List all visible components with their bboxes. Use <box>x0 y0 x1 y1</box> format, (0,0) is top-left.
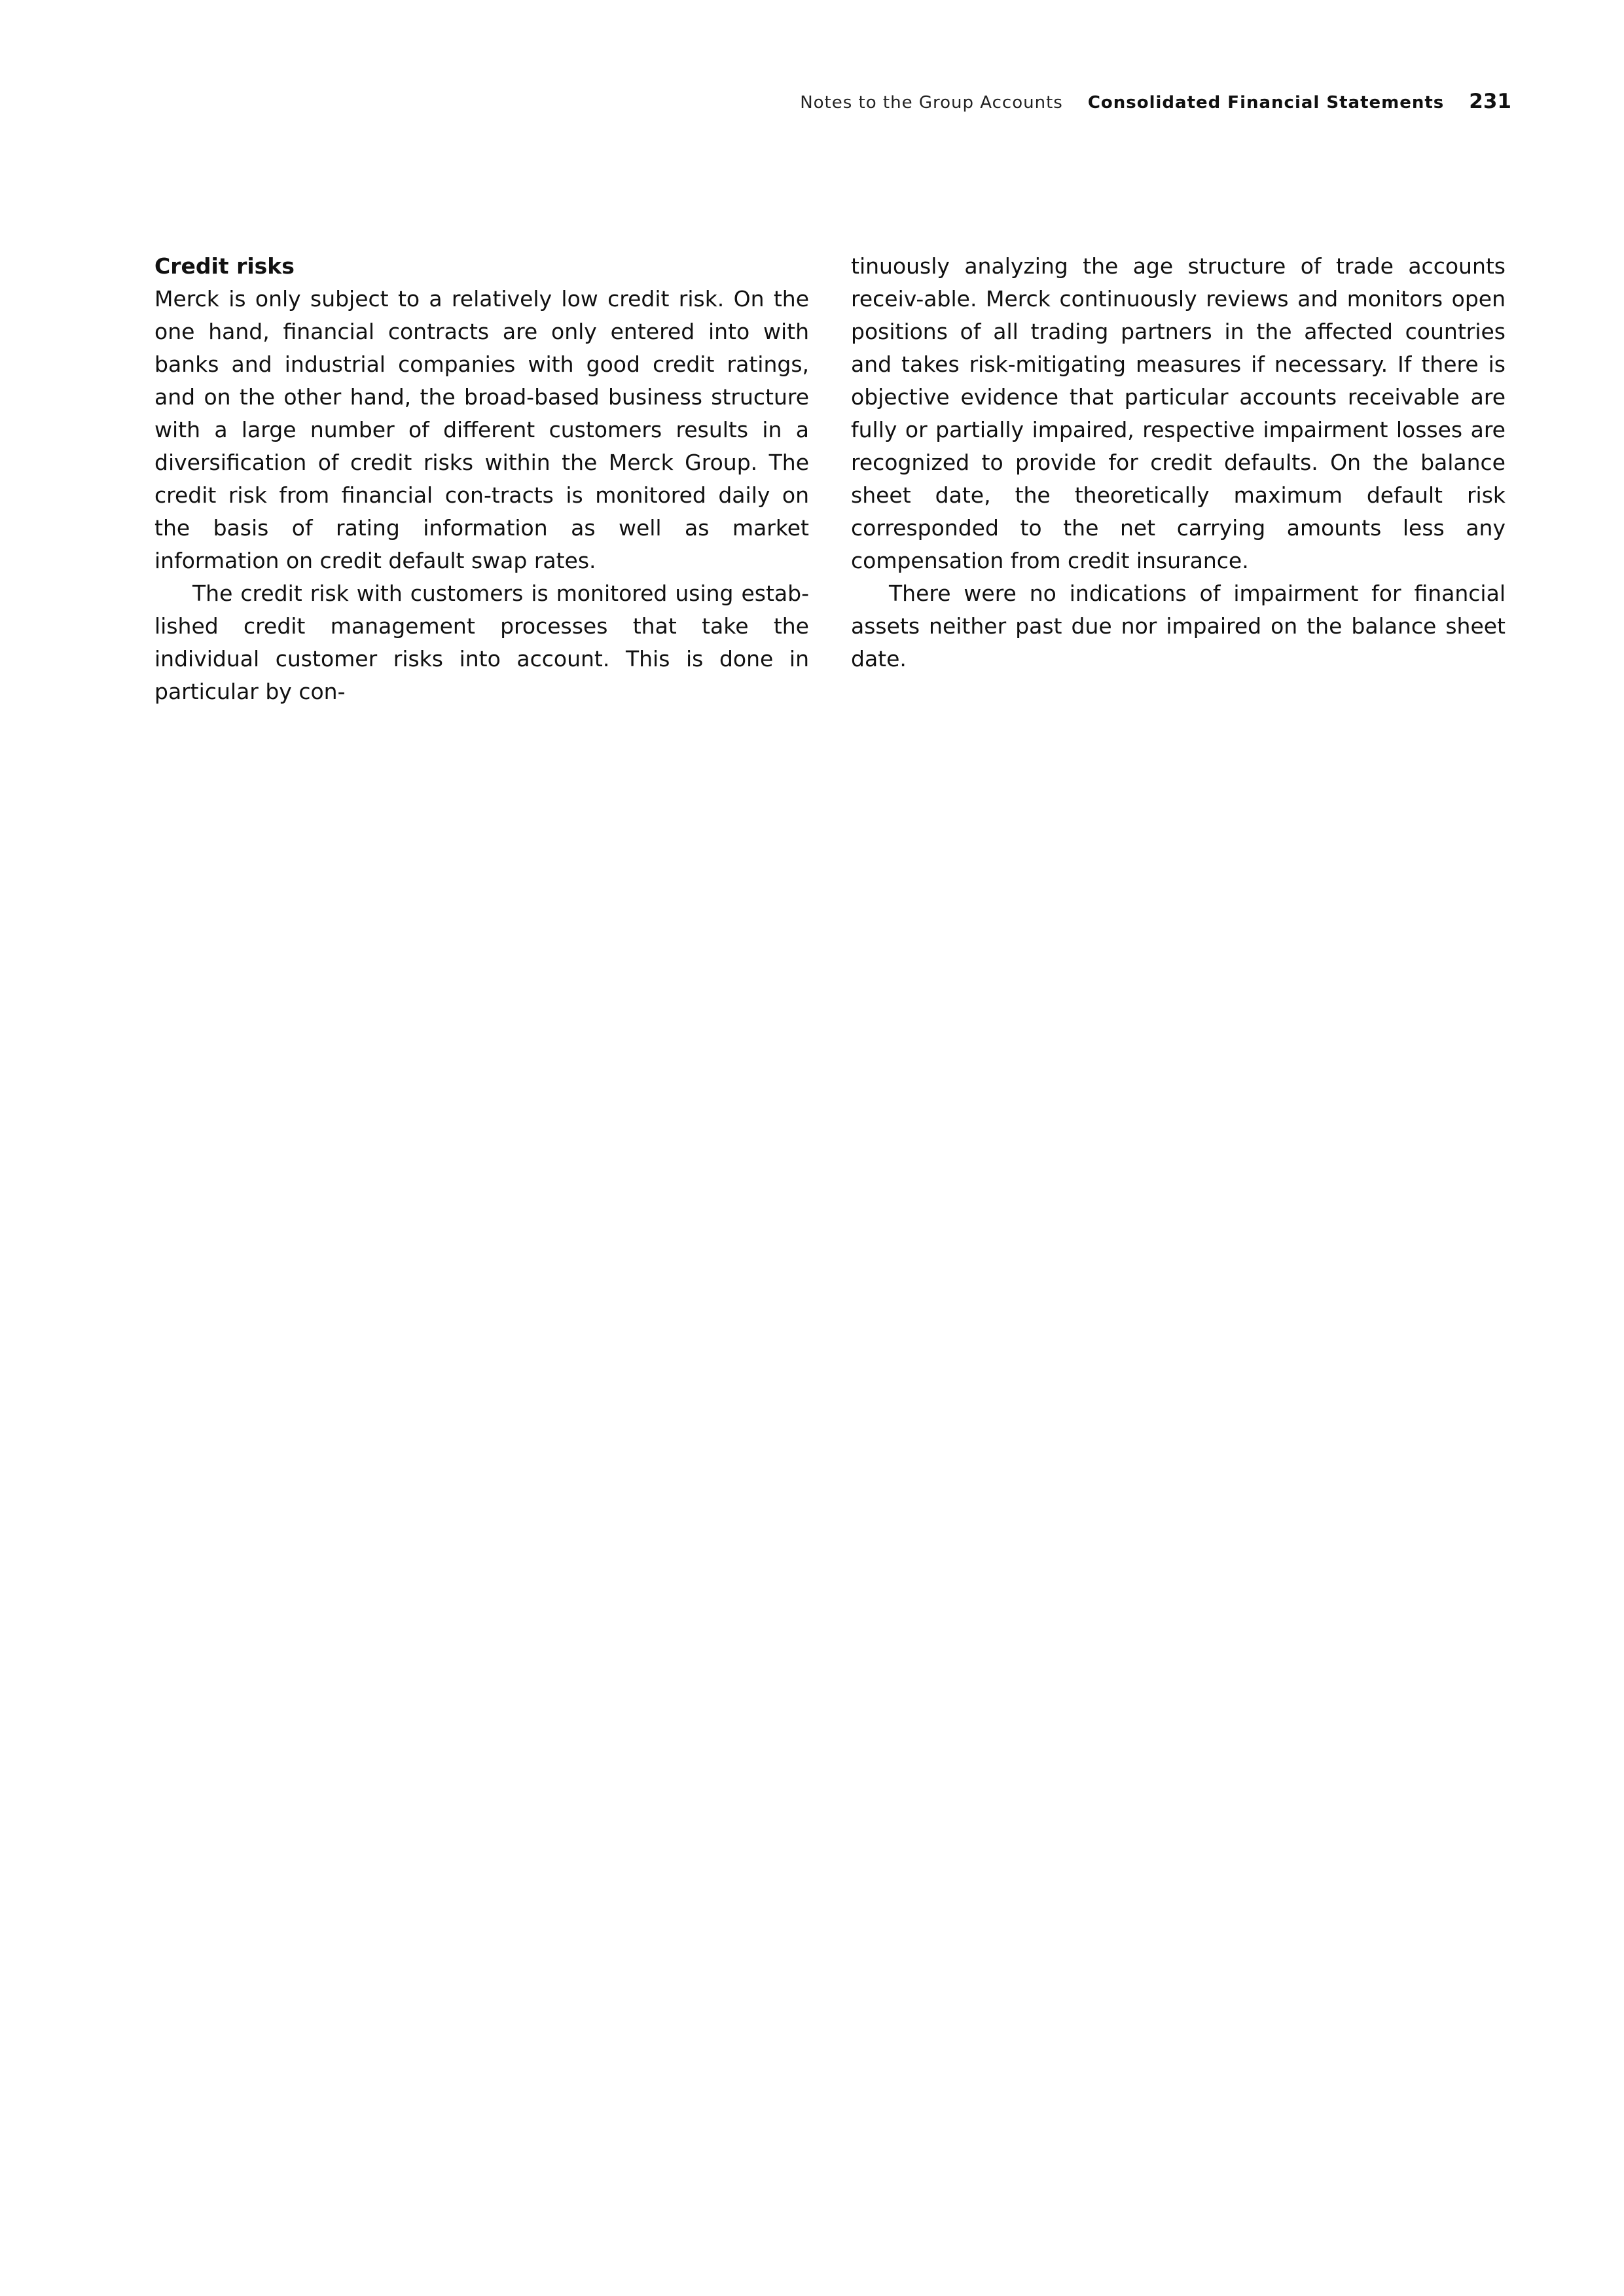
section-heading: Credit risks <box>154 253 295 279</box>
left-paragraph-1: Merck is only subject to a relatively low credit risk. On the one hand, financial contracts are only entered into with banks and industrial companies with good credit ratings, and on the other hand, the broad-based business structure with a large number of different customers results in a diversification of credit risks within the Merck Group. The credit risk from financial con-tracts is monitored daily on the basis of rating information as well as market information on credit default swap rates. <box>154 286 809 573</box>
left-column <box>154 250 809 708</box>
page-number: 231 <box>1469 90 1511 113</box>
left-paragraph-2: The credit risk with customers is monitored using estab-lished credit management processes that take the individual customer risks into account. This is done in particular by con- <box>154 581 809 704</box>
running-header <box>800 90 1511 113</box>
right-column <box>851 250 1506 675</box>
header-chapter-title: Consolidated Financial Statements <box>1087 93 1445 113</box>
right-paragraph-1: tinuously analyzing the age structure of trade accounts receiv-able. Merck continuously reviews and monitors open positions of all trading partners in the affected countries and takes risk-mitigating measures if necessary. If there is objective evidence that particular accounts receivable are fully or partially impaired, respective impairment losses are recognized to provide for credit defaults. On the balance sheet date, the theoretically maximum default risk corresponded to the net carrying amounts less any compensation from credit insurance. <box>851 253 1506 573</box>
right-paragraph-2: There were no indications of impairment for financial assets neither past due nor impaired on the balance sheet date. <box>851 581 1506 672</box>
header-section-title: Notes to the Group Accounts <box>800 93 1063 113</box>
